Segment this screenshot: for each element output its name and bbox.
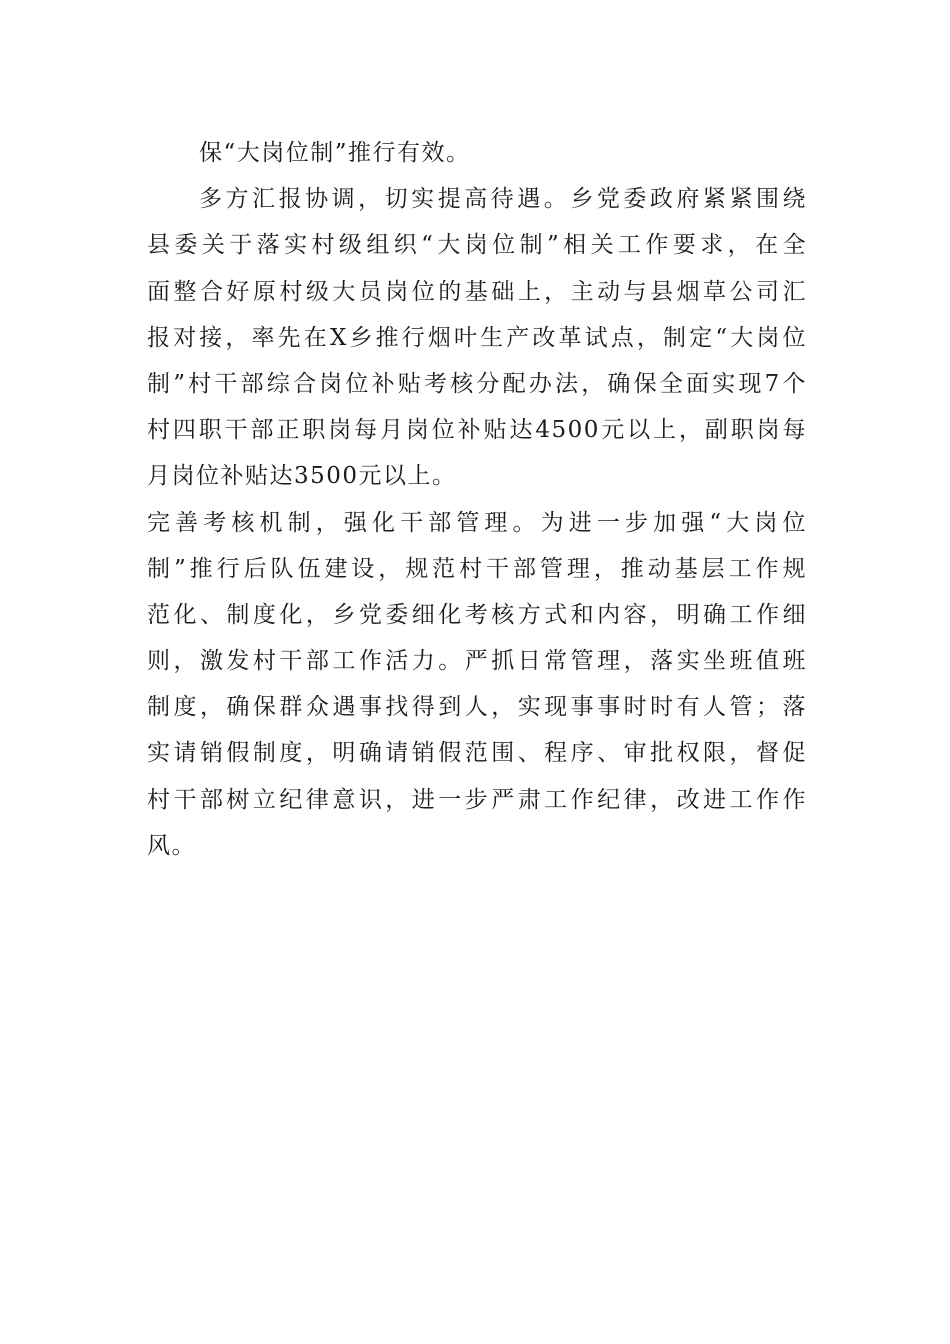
- text-line: 制”村干部综合岗位补贴考核分配办法，确保全面实现7个: [147, 370, 807, 397]
- text-line: 风。: [147, 832, 196, 859]
- text-line: 制度，确保群众遇事找得到人，实现事事时时有人管；落: [147, 694, 807, 721]
- text-line: 报对接，率先在X乡推行烟叶生产改革试点，制定“大岗位: [147, 324, 807, 351]
- text-line: 多方汇报协调，切实提高待遇。乡党委政府紧紧围绕: [199, 186, 807, 213]
- text-line: 完善考核机制，强化干部管理。为进一步加强“大岗位: [147, 509, 807, 536]
- document-body: [147, 130, 807, 869]
- text-line: 范化、制度化，乡党委细化考核方式和内容，明确工作细: [147, 601, 807, 628]
- text-line: 则，激发村干部工作活力。严抓日常管理，落实坐班值班: [147, 648, 807, 675]
- text-line: 实请销假制度，明确请销假范围、程序、审批权限，督促: [147, 740, 807, 767]
- text-line: 县委关于落实村级组织“大岗位制”相关工作要求，在全: [147, 232, 807, 259]
- text-line: 村四职干部正职岗每月岗位补贴达4500元以上，副职岗每: [147, 417, 807, 444]
- text-line: 村干部树立纪律意识，进一步严肃工作纪律，改进工作作: [147, 786, 807, 813]
- text-line: 保“大岗位制”推行有效。: [199, 140, 471, 166]
- text-line: 月岗位补贴达3500元以上。: [147, 463, 457, 490]
- text-line: 面整合好原村级大员岗位的基础上，主动与县烟草公司汇: [147, 278, 807, 305]
- text-line: 制”推行后队伍建设，规范村干部管理，推动基层工作规: [147, 555, 807, 582]
